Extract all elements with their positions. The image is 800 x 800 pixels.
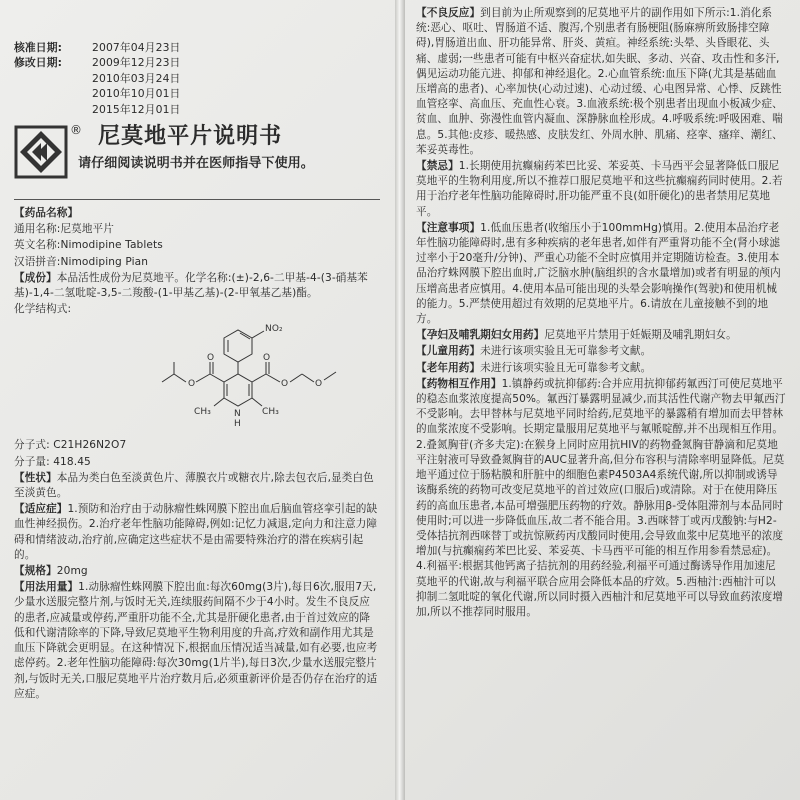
composition-text: 本品活性成份为尼莫地平。化学名称:(±)-2,6-二甲基-4-(3-硝基苯基)-1,4-二氢吡啶-3,5-二羧酸-(1-甲基乙基)-(2-甲氧基乙基)酯。	[14, 271, 368, 300]
composition-section	[14, 271, 380, 301]
revision-date-label: 修改日期:	[14, 56, 63, 70]
company-logo-icon	[14, 125, 68, 179]
ring-n-label: N	[234, 409, 241, 420]
adverse-reactions-section	[416, 6, 786, 158]
methyl-left-label: CH₃	[194, 407, 211, 418]
generic-name: 通用名称:尼莫地平片	[14, 223, 114, 236]
date-block	[14, 40, 380, 117]
pregnancy-section	[416, 328, 786, 343]
specification-text: 20mg	[56, 565, 88, 578]
dosage-section	[14, 580, 380, 702]
pregnancy-tag: 【孕妇及哺乳期妇女用药】	[416, 329, 545, 342]
left-ester-o-label: O	[188, 379, 196, 390]
description-section	[14, 471, 380, 501]
approval-date: 2007年04月23日	[92, 41, 181, 54]
precautions-section	[416, 221, 786, 327]
description-text: 本品为类白色至淡黄色片、薄膜衣片或糖衣片,除去包衣后,显类白色至淡黄色。	[14, 471, 374, 500]
right-column	[404, 0, 796, 800]
approval-date-label: 核准日期:	[14, 41, 63, 54]
interactions-tag: 【药物相互作用】	[416, 377, 502, 390]
geriatric-section	[416, 361, 786, 376]
ring-h-label: H	[234, 419, 241, 430]
revision-date-4: 2015年12月01日	[92, 102, 181, 116]
left-column	[6, 0, 390, 800]
header-divider	[14, 199, 380, 200]
revision-date-1: 2009年12月23日	[92, 56, 181, 70]
interactions-section	[416, 377, 786, 620]
revision-date-2: 2010年03月24日	[92, 71, 181, 85]
dosage-tag: 【用法用量】	[14, 581, 79, 594]
precautions-text: 1.低血压患者(收缩压小于100mmHg)慎用。2.使用本品治疗老年性脑功能障碍时,患有多种疾病的老年患者,如伴有严重肾功能不全(肾小球滤过率小于20毫升/分钟)、严重心功能不全时应慎用并定期随访检查。3.使用本品治疗蛛网膜下腔出血时,广泛脑水肿(脑组织的含水量增加)或者有明显的颅内压增高患者应慎用。4.使用本品可能出现的头晕会影响操作(驾驶)和使用机械的能力。5.严禁使用超过有效期的尼莫地平片。6.请放在儿童接触不到的地方。	[416, 221, 781, 326]
ether-o-label: O	[315, 379, 323, 390]
right-ester-o-label: O	[281, 379, 289, 390]
indications-tag: 【适应症】	[14, 503, 68, 516]
pinyin-name: 汉语拼音:Nimodiping Pian	[14, 255, 149, 268]
indications-section	[14, 502, 380, 563]
right-carbonyl-o-label: O	[263, 353, 271, 364]
document-title: 尼莫地平片说明书	[98, 124, 283, 150]
interactions-text: 1.镇静药或抗抑郁药:合并应用抗抑郁药氟西汀可使尼莫地平的稳态血浆浓度提高50%。氟西汀暴露明显减少,而其活性代谢产物去甲氟西汀不受影响。去甲替林与尼莫地平同时给药,尼莫地平的暴露稍有增加而去甲替林的血浆浓度不受影响。长期定量服用尼莫地平与氟哌啶醇,并不出现相互作用。2.叠氮胸苷(齐多夫定):在猴身上同时应用抗HIV的药物叠氮胸苷静滴和尼莫地平注射液可导致叠氮胸苷的AUC显著升高,但分布容积与清除率明显降低。尼莫地平通过位于肠粘膜和肝脏中的细胞色素P4503A4系统代谢,所以抑制或诱导该酶系统的药物可改变尼莫地平的首过效应(口服后)或清除。对于在使用降压药的高血压患者,本品可增强肥压药物的疗效。静脉用β-受体阻滞剂与本品同时使用时;可以进一步降低血压,故二者不能合用。3.西咪替丁或丙戊酸钠:与H2-受体拮抗剂西咪替丁或抗惊厥药丙戊酸同时使用,会导致血浆中尼莫地平的浓度增加(与抗癫痫药苯巴比妥、苯妥英、卡马西平可能的相互作用参看禁忌症)。4.利福平:根据其他钙离子拮抗剂的用药经验,利福平可通过酶诱导作用加速尼莫地平的代谢,故与利福平联合应用会降低本品的疗效。5.西柚汁:西柚汁可以抑制二氢吡啶的氧化代谢,所以同时摄入西柚汁和尼莫地平可以导致血药浓度增加,所以不推荐同时服用。	[416, 377, 786, 618]
geriatric-tag: 【老年用药】	[416, 361, 481, 374]
pediatric-text: 未进行该项实验且无可靠参考文献。	[480, 345, 652, 358]
english-name: 英文名称:Nimodipine Tablets	[14, 239, 163, 252]
indications-text: 1.预防和治疗由于动脉瘤性蛛网膜下腔出血后脑血管痉挛引起的缺血性神经损伤。2.治疗老年性脑功能障碍,例如:记忆力减退,定向力和注意力障碍和情绪波动,治疗前,应确定这些症状不是由需要特殊治疗的潜在疾病引起的。	[14, 503, 378, 561]
pregnancy-text: 尼莫地平片禁用于妊娠期及哺乳期妇女。	[544, 329, 737, 342]
composition-tag: 【成份】	[14, 271, 57, 284]
description-tag: 【性状】	[14, 471, 57, 484]
registered-mark: ®	[70, 123, 83, 138]
adverse-reactions-tag: 【不良反应】	[416, 7, 481, 19]
contraindications-tag: 【禁忌】	[416, 160, 459, 173]
chemical-structure	[14, 318, 380, 438]
nimodipine-structure-diagram	[124, 318, 354, 438]
molecular-formula: 分子式: C21H26N2O7	[14, 439, 127, 452]
adverse-reactions-text: 到目前为止所观察到的尼莫地平片的副作用如下所示:1.消化系统:恶心、呕吐、胃肠道不适、腹泻,个别患者有肠梗阻(肠麻痹所致肠排空障碍),胃肠道出血、肝功能异常、肝炎、黄疸。神经系统:头晕、头昏眼花、头痛、虚弱;一些患者可能有中枢兴奋症状,如失眠、多动、兴奋、攻击性和多汗,偶见运动功能亢进、抑郁和神经退化。2.心血管系统:血压下降(尤其是基础血压增高的患者)、心率加快(心动过速)、心动过缓、心电图异常、心悸、反跳性血管痉挛、高血压、充血性心衰。3.血液系统:极个别患者出现血小板减少症、贫血、血肿、弥漫性血管内凝血、深静脉血栓形成。4.呼吸系统:呼吸困难、喘息。5.其他:皮疹、暖热感、皮肤发红、外周水肿、肌痛、痉挛、瘙痒、潮红、苯妥英毒性。	[416, 7, 783, 156]
pediatric-tag: 【儿童用药】	[416, 345, 481, 358]
dosage-text: 1.动脉瘤性蛛网膜下腔出血:每次60mg(3片),每日6次,服用7天,少量水送服完整片剂,与饭时无关,连续服药间隔不少于4小时。发生不良反应的患者,应减量或停药,严重肝功能不全,尤其是肝硬化患者,由于首过效应的降低和代谢清除率的下降,导致尼莫地平生物利用度的升高,疗效和副作用尤其是血压下降就会更明显。在这种情况下,根据血压情况适当减量,如有必要,也应考虑停药。2.老年性脑功能障碍:每次30mg(1片半),每日3次,少量水送服完整片剂,与饭时无关,口服尼莫地平片治疗数月后,必须重新评价是否仍存在治疗的适应症。	[14, 581, 378, 700]
geriatric-text: 未进行该项实验且无可靠参考文献。	[480, 361, 652, 374]
contraindications-section	[416, 159, 786, 220]
specification-section	[14, 564, 380, 579]
molecular-weight: 分子量: 418.45	[14, 455, 91, 468]
revision-date-3: 2010年10月01日	[92, 87, 181, 101]
no2-label: NO₂	[265, 324, 283, 335]
precautions-tag: 【注意事项】	[416, 221, 481, 234]
left-carbonyl-o-label: O	[207, 353, 215, 364]
drug-name-header: 【药品名称】	[14, 207, 79, 220]
document-subtitle: 请仔细阅读说明书并在医师指导下使用。	[78, 156, 314, 172]
specification-tag: 【规格】	[14, 565, 57, 578]
leaflet-header	[14, 123, 380, 187]
contraindications-text: 1.长期使用抗癫痫药苯巴比妥、苯妥英、卡马西平会显著降低口服尼莫地平的生物利用度,所以不推荐口服尼莫地平和这些抗癫痫药同时使用。2.若用于治疗老年性脑功能障碍时,肝功能严重不良(如肝硬化)的患者禁用尼莫地平。	[416, 160, 783, 218]
structure-label: 化学结构式:	[14, 303, 72, 316]
methyl-right-label: CH₃	[262, 407, 279, 418]
pediatric-section	[416, 344, 786, 359]
